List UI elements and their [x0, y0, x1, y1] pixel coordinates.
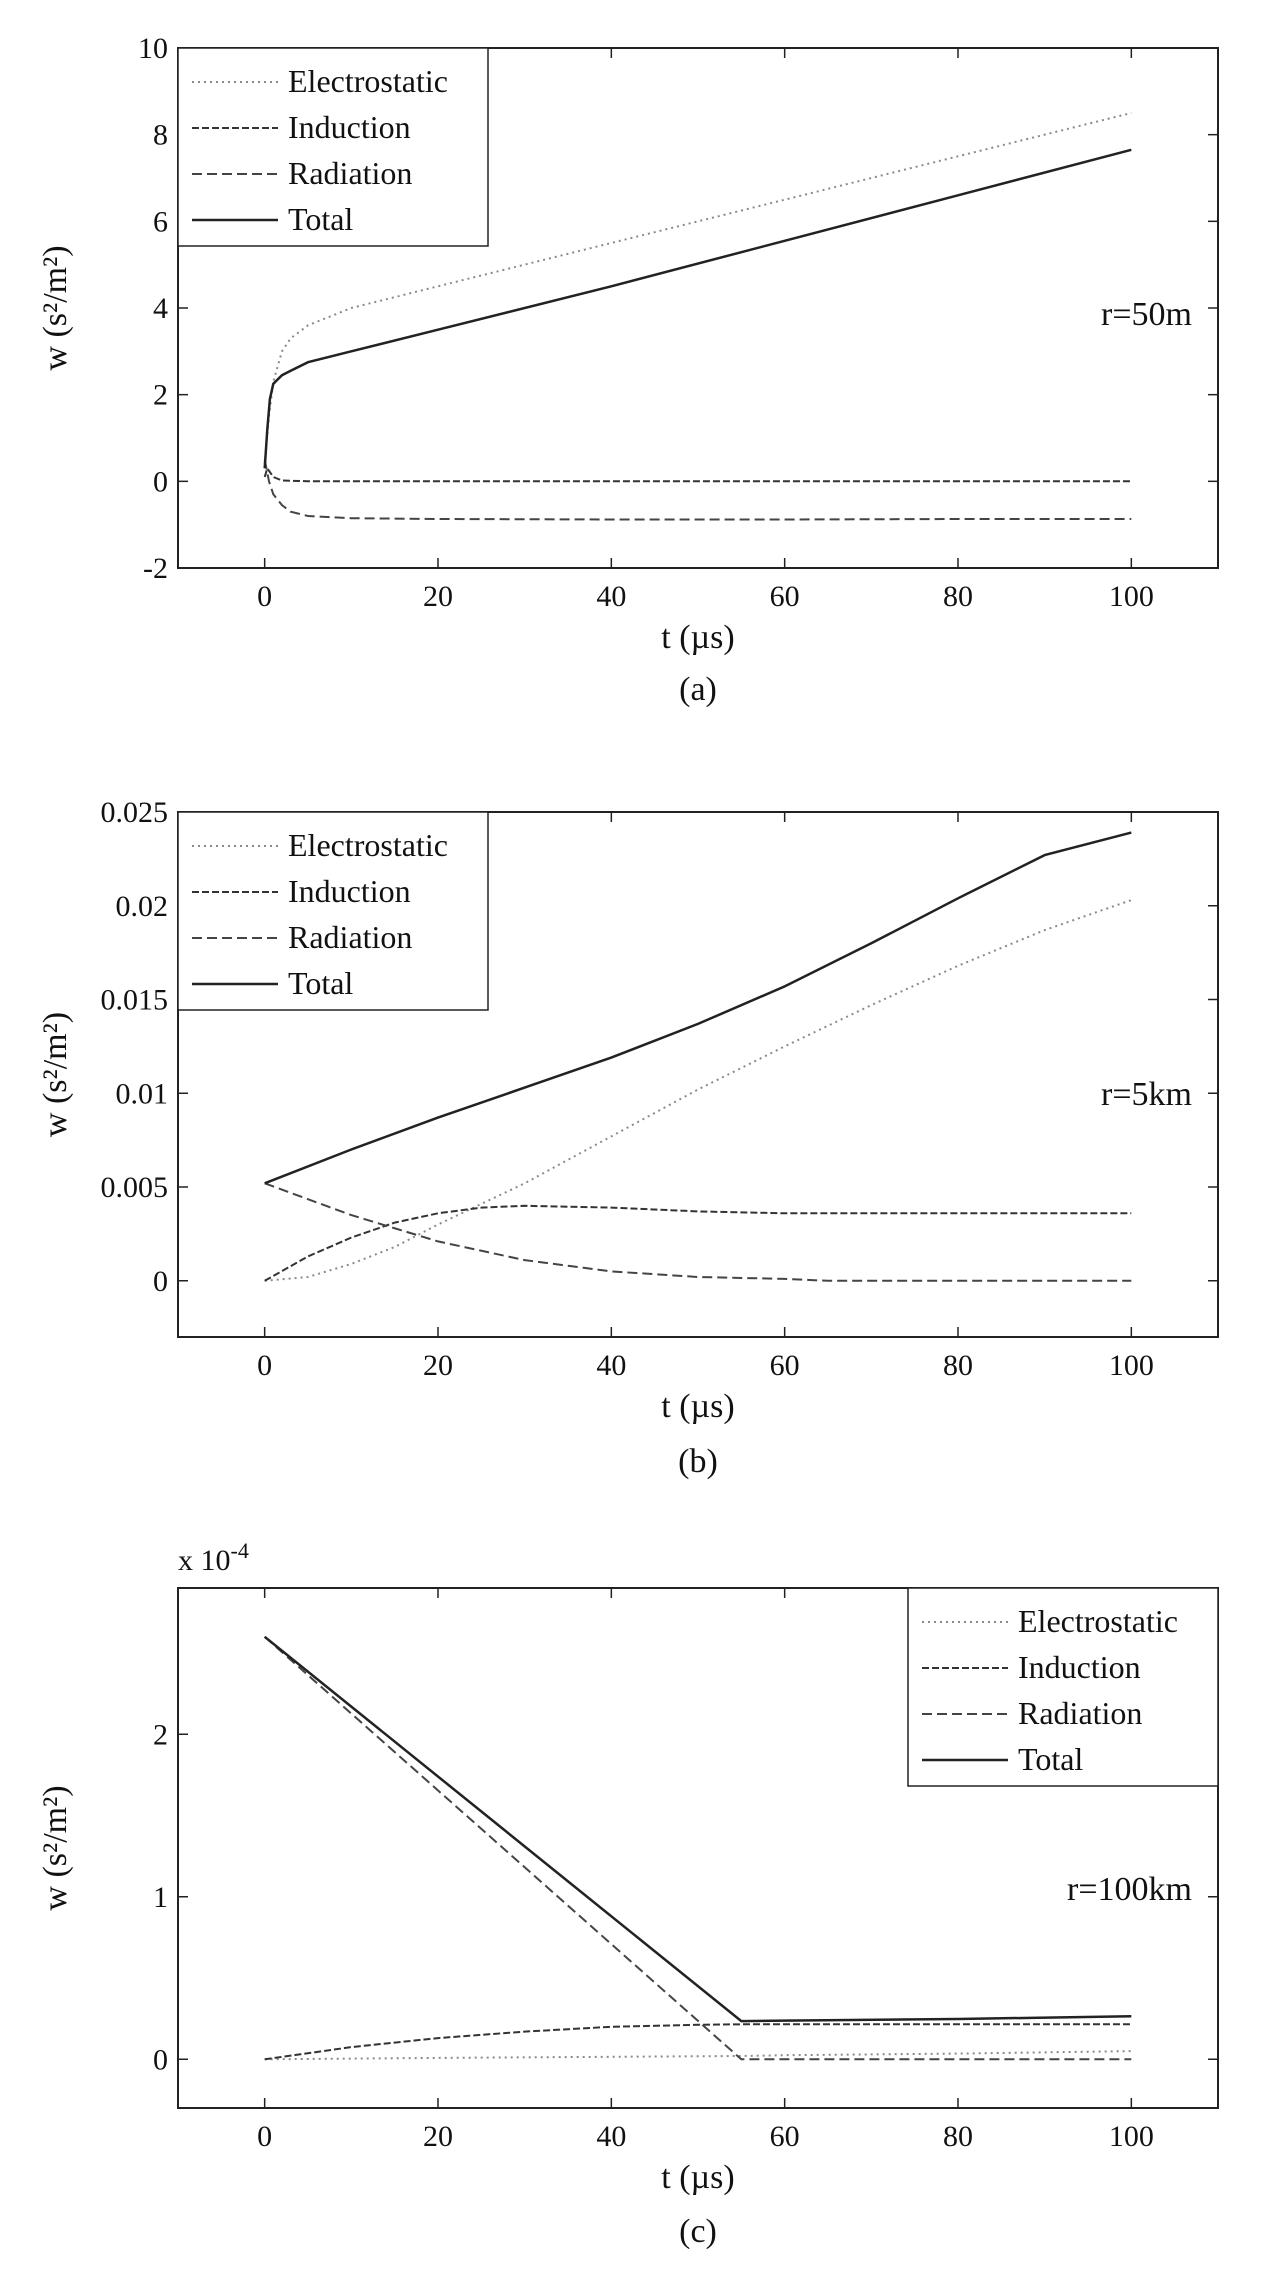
chart-panel-3 [37, 1538, 1218, 2250]
y-axis-label: w (s²/m²) [37, 245, 74, 371]
distance-annotation: r=5km [1101, 1076, 1192, 1113]
legend [178, 812, 488, 1010]
chart-panel-1 [37, 32, 1218, 708]
legend-label: Induction [288, 109, 411, 145]
y-tick-label: 6 [153, 205, 168, 239]
legend-label: Total [288, 965, 354, 1001]
distance-annotation: r=100km [1067, 1871, 1192, 1908]
y-axis-label: w (s²/m²) [37, 1011, 74, 1138]
x-tick-label: 0 [257, 2120, 273, 2153]
y-multiplier: x $10^{-4}$ [178, 1538, 249, 1577]
y-tick-label: 0 [153, 1264, 168, 1298]
legend-label: Radiation [288, 155, 413, 191]
series-line-induction [265, 2024, 1132, 2059]
x-tick-label: 60 [769, 580, 800, 613]
x-tick-label: 80 [943, 2120, 973, 2153]
x-tick-label: 20 [423, 580, 453, 613]
x-tick-label: 80 [943, 1349, 973, 1382]
x-tick-label: 100 [1108, 580, 1154, 613]
legend-label: Radiation [288, 919, 413, 955]
y-tick-label: 4 [153, 292, 168, 325]
series-line-electrostatic [265, 2051, 1132, 2059]
y-tick-label: 8 [153, 118, 168, 152]
panel-caption: (b) [678, 1443, 718, 1480]
chart-panel-2 [37, 796, 1218, 1480]
legend [178, 48, 488, 246]
y-axis-label: w (s²/m²) [37, 1785, 74, 1911]
x-tick-label: 60 [769, 1349, 800, 1382]
panel-caption: (a) [679, 671, 717, 708]
y-tick-label: 0.01 [115, 1077, 168, 1111]
x-tick-label: 20 [423, 2120, 453, 2153]
x-tick-label: 20 [423, 1349, 453, 1382]
panel-caption: (c) [679, 2213, 717, 2250]
x-tick-label: 40 [596, 580, 627, 613]
y-tick-label: 0.015 [100, 983, 168, 1017]
x-tick-label: 80 [943, 580, 973, 613]
x-tick-label: 40 [596, 1349, 627, 1382]
x-tick-label: 100 [1108, 1349, 1154, 1382]
series-line-induction [265, 1206, 1132, 1281]
y-tick-label: 2 [153, 378, 168, 412]
y-tick-label: 0.025 [100, 796, 168, 829]
x-tick-label: 0 [257, 580, 273, 613]
y-tick-label: 2 [153, 1718, 168, 1752]
y-tick-label: -2 [143, 552, 168, 585]
series-line-radiation [265, 460, 1132, 520]
x-tick-label: 100 [1108, 2120, 1154, 2153]
legend-label: Total [288, 201, 354, 237]
legend-label: Induction [1018, 1649, 1141, 1685]
y-tick-label: 0 [153, 2043, 168, 2077]
x-tick-label: 60 [769, 2120, 800, 2153]
y-tick-label: 10 [138, 32, 168, 65]
legend [908, 1588, 1218, 1786]
y-tick-label: 1 [153, 1880, 168, 1914]
legend-label: Electrostatic [288, 63, 448, 99]
x-tick-label: 40 [596, 2120, 627, 2153]
x-axis-label: t (µs) [661, 1388, 735, 1425]
y-tick-label: 0 [153, 465, 168, 499]
legend-label: Electrostatic [288, 827, 448, 863]
x-axis-label: t (µs) [661, 2159, 735, 2196]
y-tick-label: 0.005 [100, 1171, 168, 1204]
legend-label: Induction [288, 873, 411, 909]
legend-label: Electrostatic [1018, 1603, 1178, 1639]
legend-label: Radiation [1018, 1695, 1143, 1731]
x-tick-label: 0 [257, 1349, 273, 1382]
series-line-radiation [265, 1183, 1132, 1281]
y-tick-label: 0.02 [115, 889, 168, 923]
distance-annotation: r=50m [1101, 296, 1192, 333]
series-line-induction [265, 468, 1132, 481]
x-axis-label: t (µs) [661, 619, 735, 656]
legend-label: Total [1018, 1741, 1084, 1777]
